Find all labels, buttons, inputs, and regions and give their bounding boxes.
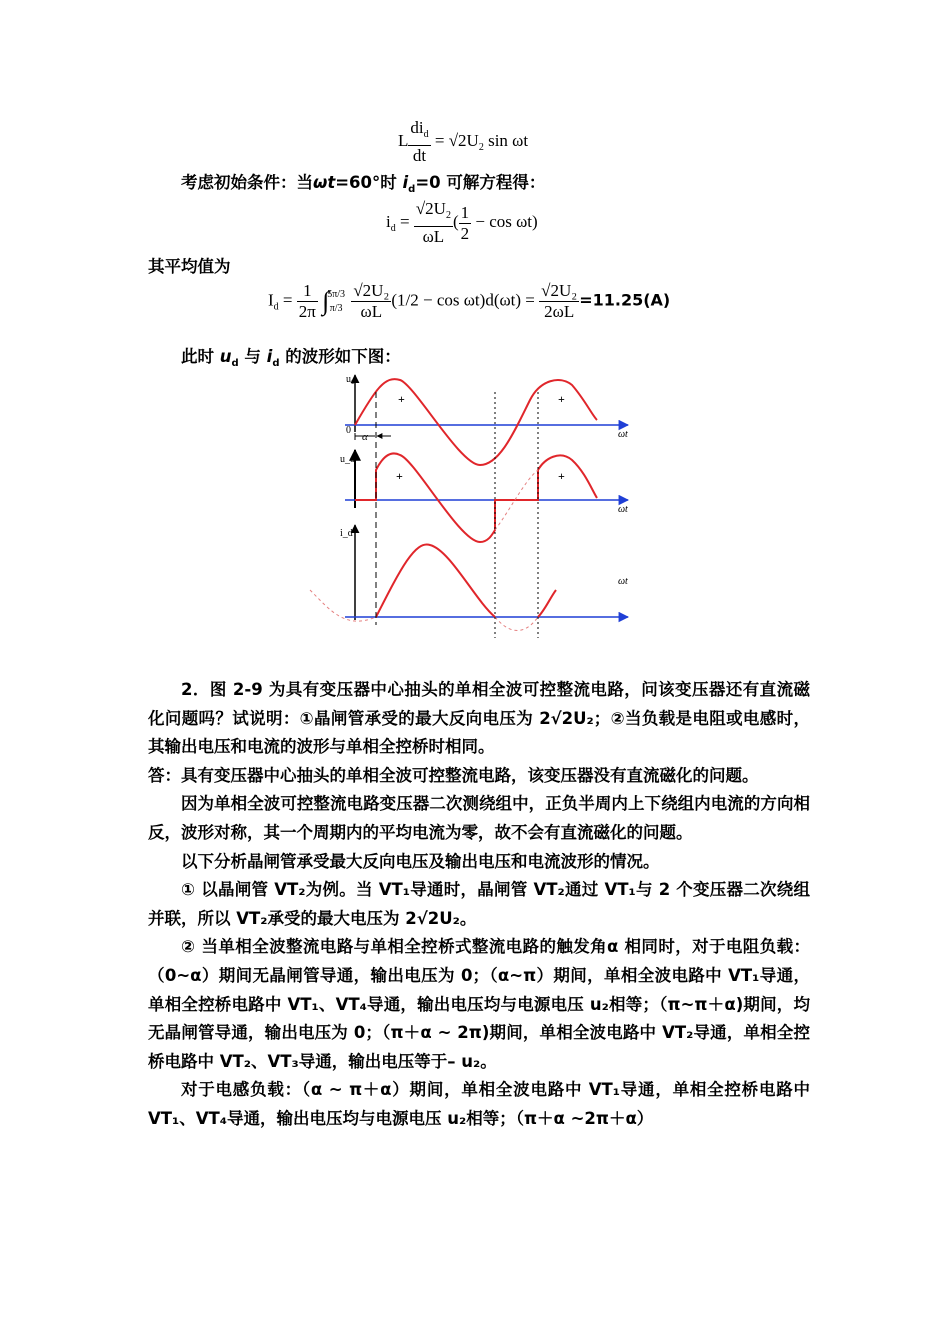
eq3-upper: 5π/3 xyxy=(327,288,346,300)
zero-label: 0 xyxy=(346,425,351,436)
eq2-num-sub: 2 xyxy=(445,210,451,221)
eq1-num: di xyxy=(410,118,424,137)
eq2-lhs: i xyxy=(386,211,391,231)
eq3-f3-den: 2ωL xyxy=(544,302,575,321)
eq3-f3-num: √2U₂ xyxy=(541,281,578,300)
cap-i: i xyxy=(266,347,273,366)
eq1-den: dt xyxy=(412,146,427,165)
eq2-half-den: 2 xyxy=(460,223,470,243)
waveform-caption xyxy=(181,343,401,369)
eq2-half-num: 1 xyxy=(460,202,470,222)
wt-label-3: ωt xyxy=(618,576,628,587)
cap-u-sub: d xyxy=(231,358,239,369)
eq1-rhs: = √2U xyxy=(434,130,479,150)
average-heading: 其平均值为 xyxy=(148,257,231,276)
eq2-half xyxy=(459,203,472,244)
integral-sign: ∫ xyxy=(322,286,330,316)
answer-intro: 答：具有变压器中心抽头的单相全波可控整流电路，该变压器没有直流磁化的问题。 xyxy=(148,765,759,785)
ic-omega-t: ωt xyxy=(313,173,336,192)
eq3-frac2 xyxy=(351,281,391,322)
plus-sign-3: + xyxy=(396,469,403,483)
equation-average xyxy=(268,281,670,322)
eq1-lhs: L xyxy=(398,130,409,150)
u2-label: u₂ xyxy=(346,374,355,385)
id-ghost-wave xyxy=(310,590,538,631)
eq2-num: √2U xyxy=(415,199,446,218)
plus-sign-2: + xyxy=(558,392,565,406)
initial-condition-text xyxy=(181,169,545,195)
wt-label-2: ωt xyxy=(618,504,628,515)
eq2-lhs-sub: d xyxy=(390,222,396,234)
cap-c: 的波形如下图： xyxy=(279,347,401,366)
equation-current xyxy=(386,199,538,247)
ud-output-voltage xyxy=(355,453,597,542)
eq2-paren: ( xyxy=(452,211,459,231)
answer-reason: 因为单相全波可控整流电路变压器二次测绕组中，正负半周内上下绕组内电流的方向相反，波形对称，其一个周期内的平均电流为零，故不会有直流磁化的问题。 xyxy=(148,794,810,842)
answer-point-2: ② 当单相全波整流电路与单相全控桥式整流电路的触发角α 相同时，对于电阻负载：（0~α）期间无晶闸管导通，输出电压为 0；（α~π）期间，单相全波电路中 VT₁导通，单相全控桥电路中 VT₁、VT₄导通，输出电压均与电源电压 u₂相等；（π~π＋α)期间，均无晶闸管导通，输出电压为 0；（π＋α ~ 2π)期间，单相全波电路中 VT₂导通，单相全控桥电路中 VT₂、VT₃导通，输出电压等于– u₂。 xyxy=(148,937,810,1071)
eq2-equals: = xyxy=(399,211,410,231)
plus-sign-4: + xyxy=(558,469,565,483)
eq3-f2-num: √2U₂ xyxy=(353,281,390,300)
eq1-fraction xyxy=(408,118,430,166)
cap-i-sub: d xyxy=(272,358,280,369)
id-label: i_d xyxy=(340,528,353,539)
eq3-lower: π/3 xyxy=(329,302,343,314)
eq2-tail: − cos ωt) xyxy=(471,211,538,231)
ic-part-a: 考虑初始条件：当 xyxy=(181,173,313,192)
equation-inductor xyxy=(398,118,528,166)
answer-inductive-load: 对于电感负载：（α ~ π＋α）期间，单相全波电路中 VT₁导通，单相全控桥电路中 VT₁、VT₄导通，输出电压均与电源电压 u₂相等；（π＋α ~2π＋α） xyxy=(148,1080,810,1128)
eq1-num-sub: d xyxy=(423,129,429,140)
eq1-rhs-sub: 2 xyxy=(478,141,484,153)
eq3-lhs: I xyxy=(268,290,274,310)
wt-label-1: ωt xyxy=(618,429,628,440)
eq1-rhs-tail: sin ωt xyxy=(483,130,529,150)
ic-part-c: =0 可解方程得： xyxy=(415,173,546,192)
question-answer-block xyxy=(148,676,810,1134)
eq2-fraction xyxy=(414,199,453,247)
question-2: 2．图 2-9 为具有变压器中心抽头的单相全波可控整流电路，问该变压器还有直流磁化问题吗？试说明：①晶闸管承受的最大反向电压为 2√2U₂；②当负载是电阻或电感时，其输出电压和电流的波形与单相全控桥时相同。 xyxy=(148,680,810,757)
cap-u: u xyxy=(219,347,232,366)
eq3-frac3 xyxy=(539,281,579,322)
eq3-limits xyxy=(325,288,347,316)
eq2-den: ωL xyxy=(422,227,445,246)
eq3-frac1 xyxy=(297,281,318,322)
eq3-f1-den: 2π xyxy=(298,302,316,321)
eq3-mid: (1/2 − cos ωt)d(ωt) = xyxy=(391,290,535,310)
cap-b: 与 xyxy=(238,347,267,366)
eq3-f1-num: 1 xyxy=(297,281,318,302)
alpha-label: α xyxy=(362,431,368,443)
ic-i-sub: d xyxy=(408,184,416,195)
eq3-result: =11.25(A) xyxy=(579,290,671,310)
eq3-lhs-sub: d xyxy=(273,301,279,313)
answer-point-1: ① 以晶闸管 VT₂为例。当 VT₁导通时，晶闸管 VT₂通过 VT₁与 2 个变压器二次绕组并联，所以 VT₂承受的最大电压为 2√2U₂。 xyxy=(148,880,810,928)
eq3-f2-den: ωL xyxy=(360,302,383,321)
eq3-equals: = xyxy=(282,290,293,310)
waveform-diagram xyxy=(300,370,640,645)
id-current-wave xyxy=(376,544,556,617)
cap-a: 此时 xyxy=(181,347,220,366)
ud-label: u_d xyxy=(340,454,355,465)
plus-sign-1: + xyxy=(398,392,405,406)
ic-i: i xyxy=(402,173,409,192)
ic-part-b: =60°时 xyxy=(335,173,403,192)
answer-analysis-intro: 以下分析晶闸管承受最大反向电压及输出电压和电流波形的情况。 xyxy=(181,851,660,871)
